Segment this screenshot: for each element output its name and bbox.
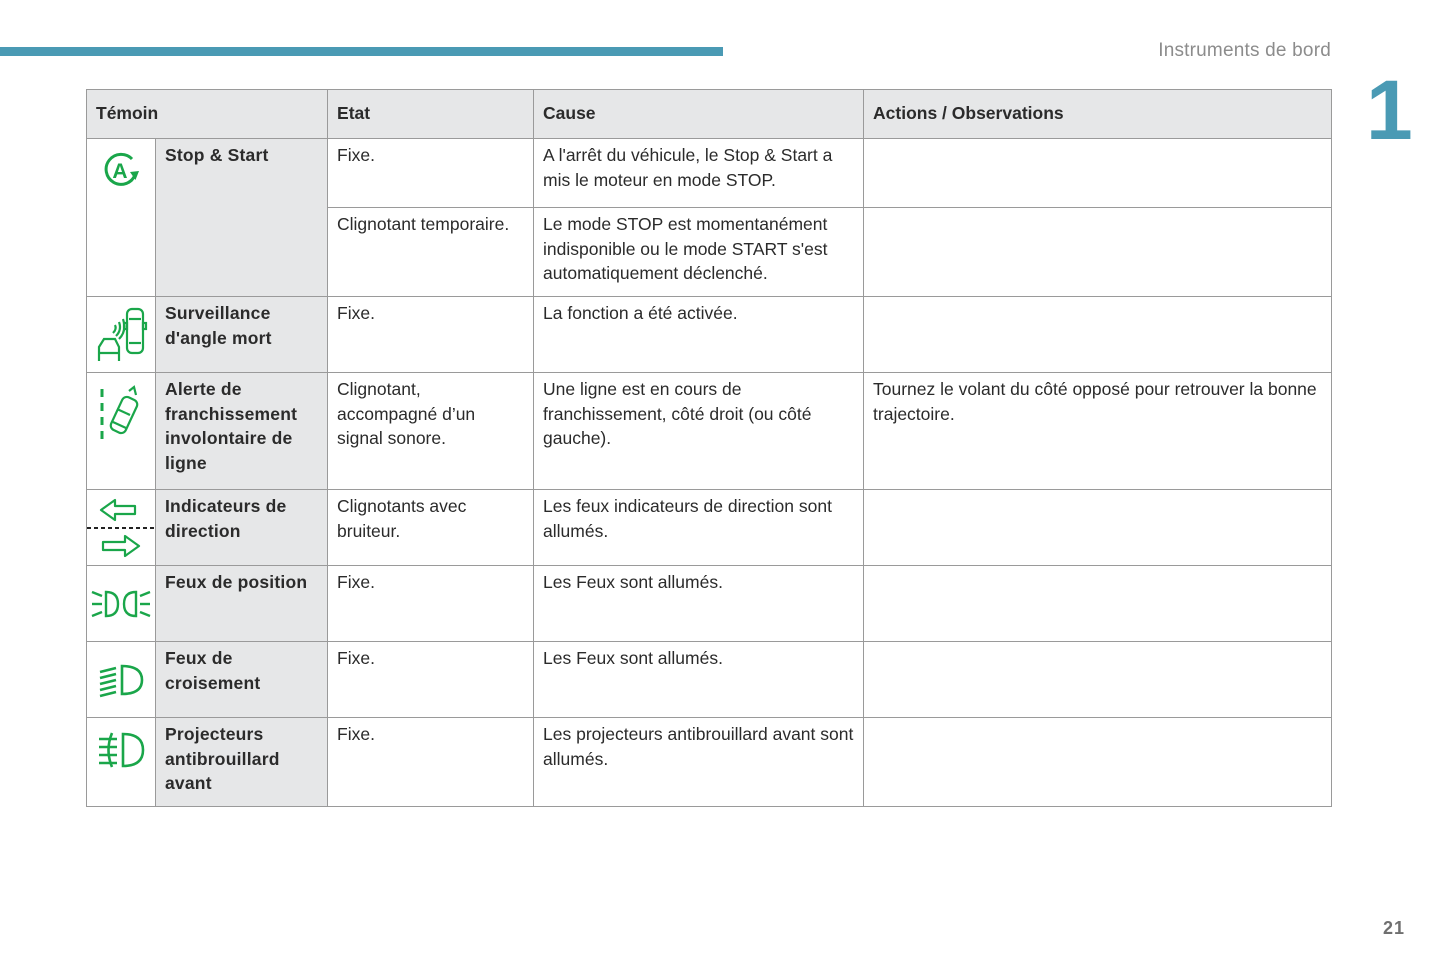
cause-cell: Les projecteurs antibrouillard avant sont allumés. — [534, 718, 864, 807]
state-cell: Fixe. — [328, 718, 534, 807]
cause-cell: La fonction a été activée. — [534, 297, 864, 373]
state-cell: Clignotant temporaire. — [328, 208, 534, 297]
cause-cell: Les Feux sont allumés. — [534, 566, 864, 642]
action-cell: Tournez le volant du côté opposé pour retrouver la bonne trajectoire. — [864, 373, 1332, 490]
stop-start-icon — [87, 139, 156, 297]
table-row — [87, 718, 1332, 807]
action-cell — [864, 490, 1332, 566]
table-row — [87, 642, 1332, 718]
table-row — [87, 139, 1332, 208]
row-name: Stop & Start — [156, 139, 328, 297]
action-cell — [864, 718, 1332, 807]
table-row — [87, 490, 1332, 566]
action-cell — [864, 566, 1332, 642]
cause-cell: Une ligne est en cours de franchissement, côté droit (ou côté gauche). — [534, 373, 864, 490]
action-cell — [864, 139, 1332, 208]
svg-text:A: A — [112, 160, 128, 183]
table-header-row — [87, 90, 1332, 139]
row-name: Surveillance d'angle mort — [156, 297, 328, 373]
row-name: Alerte de franchissement involontaire de ligne — [156, 373, 328, 490]
row-name: Feux de croisement — [156, 642, 328, 718]
cause-cell: A l'arrêt du véhicule, le Stop & Start a mis le moteur en mode STOP. — [534, 139, 864, 208]
action-cell — [864, 297, 1332, 373]
state-cell: Fixe. — [328, 297, 534, 373]
section-title: Instruments de bord — [1158, 40, 1331, 61]
column-header-cause: Cause — [534, 90, 864, 139]
table-row — [87, 566, 1332, 642]
state-cell: Fixe. — [328, 566, 534, 642]
row-name: Indicateurs de direction — [156, 490, 328, 566]
turn-signal-icon — [87, 490, 156, 566]
dipped-beam-icon — [87, 642, 156, 718]
cause-cell: Le mode STOP est momentanément indisponible ou le mode START s'est automatiquement déclenché. — [534, 208, 864, 297]
warning-lights-table — [86, 89, 1332, 807]
state-cell: Clignotants avec bruiteur. — [328, 490, 534, 566]
page-number: 21 — [1382, 918, 1405, 938]
front-fog-lamp-icon — [87, 718, 156, 807]
table-row — [87, 297, 1332, 373]
chapter-number: 1 — [1366, 63, 1413, 157]
row-name: Projecteurs antibrouillard avant — [156, 718, 328, 807]
state-cell: Fixe. — [328, 139, 534, 208]
cause-cell: Les feux indicateurs de direction sont allumés. — [534, 490, 864, 566]
top-accent-bar — [0, 47, 723, 56]
column-header-actions: Actions / Observations — [864, 90, 1332, 139]
lane-departure-icon — [87, 373, 156, 490]
column-header-etat: Etat — [328, 90, 534, 139]
row-name: Feux de position — [156, 566, 328, 642]
position-lights-icon — [87, 566, 156, 642]
action-cell — [864, 642, 1332, 718]
cause-cell: Les Feux sont allumés. — [534, 642, 864, 718]
blind-spot-icon — [87, 297, 156, 373]
table-row — [87, 373, 1332, 490]
action-cell — [864, 208, 1332, 297]
state-cell: Fixe. — [328, 642, 534, 718]
column-header-temoin: Témoin — [87, 90, 328, 139]
state-cell: Clignotant, accompagné d’un signal sonore. — [328, 373, 534, 490]
